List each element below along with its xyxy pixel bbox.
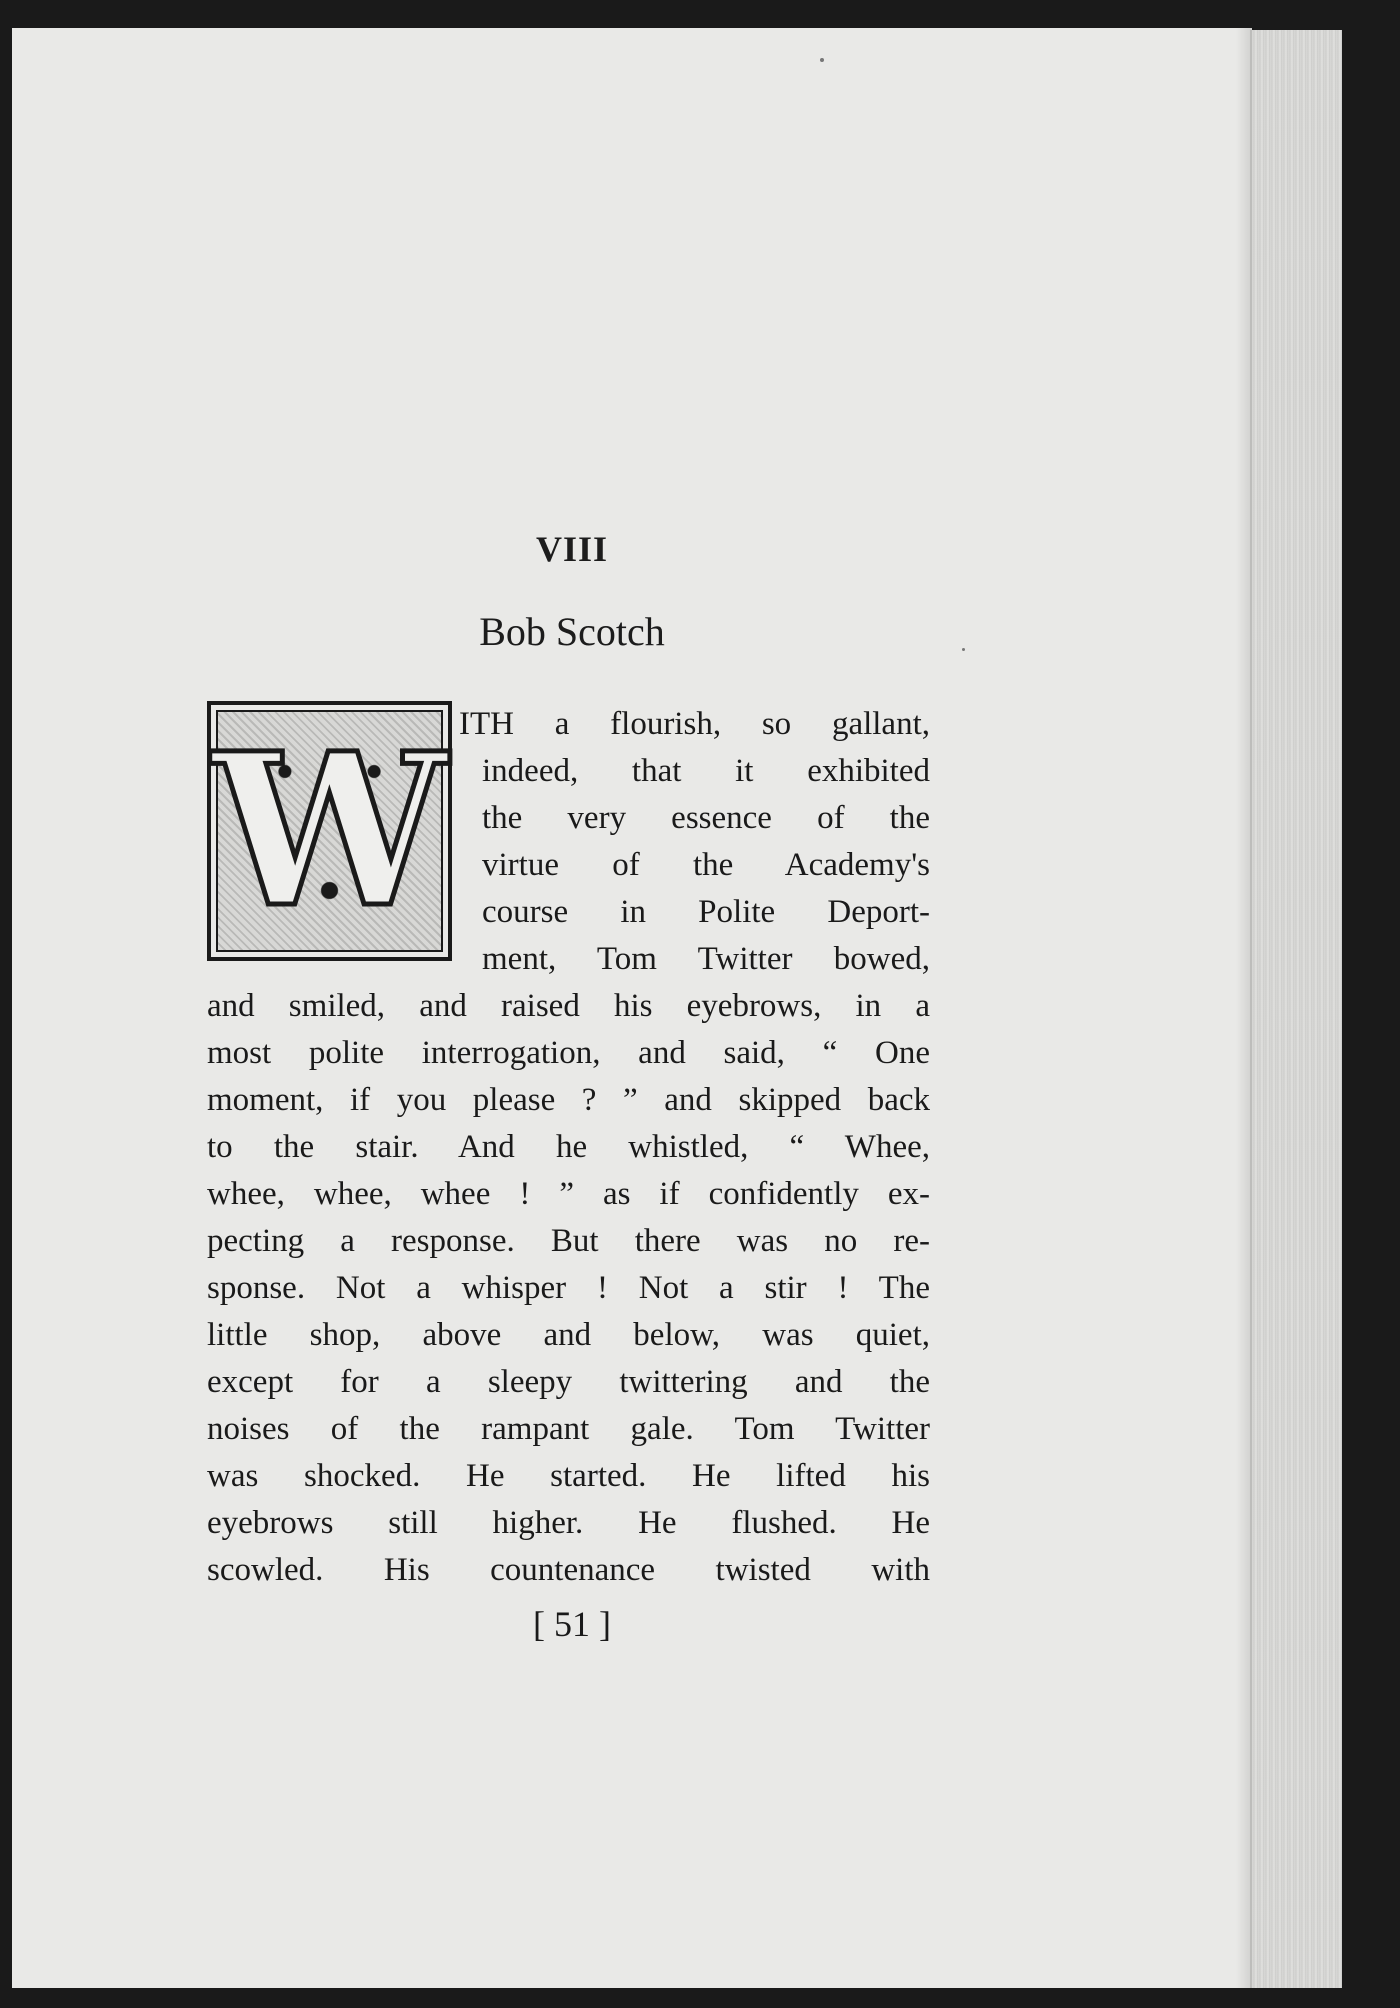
body-line: little shop, above and below, was quiet, xyxy=(207,1317,930,1353)
body-line: noises of the rampant gale. Tom Twitter xyxy=(207,1411,930,1447)
body-line: scowled. His countenance twisted with xyxy=(207,1552,930,1588)
body-line: was shocked. He started. He lifted his xyxy=(207,1458,930,1494)
drop-cap-letter: W xyxy=(211,707,448,954)
body-line: to the stair. And he whistled, “ Whee, xyxy=(207,1129,930,1165)
chapter-title: Bob Scotch xyxy=(479,609,665,654)
page-block-edges xyxy=(1250,30,1342,1988)
drop-cap-frame xyxy=(211,707,448,954)
body-line: ment, Tom Twitter bowed, xyxy=(482,941,930,977)
body-line: moment, if you please ? ” and skipped back xyxy=(207,1082,930,1118)
body-line: whee, whee, whee ! ” as if confidently ex- xyxy=(207,1176,930,1212)
body-line: except for a sleepy twittering and the xyxy=(207,1364,930,1400)
chapter-number: VIII xyxy=(535,529,609,569)
body-line: the very essence of the xyxy=(482,800,930,836)
body-line: pecting a response. But there was no re- xyxy=(207,1223,930,1259)
paper-speck xyxy=(962,648,965,651)
body-line: course in Polite Deport- xyxy=(482,894,930,930)
body-line: virtue of the Academy's xyxy=(482,847,930,883)
body-line: sponse. Not a whisper ! Not a stir ! The xyxy=(207,1270,930,1306)
body-line: indeed, that it exhibited xyxy=(482,753,930,789)
chapter-body xyxy=(207,701,930,1594)
book-page xyxy=(12,28,1252,1988)
body-line: ITH a flourish, so gallant, xyxy=(459,706,930,742)
paper-speck xyxy=(820,58,824,62)
body-line: and smiled, and raised his eyebrows, in a xyxy=(207,988,930,1024)
drop-cap-ornament xyxy=(207,701,452,961)
body-line: eyebrows still higher. He flushed. He xyxy=(207,1505,930,1541)
body-line: most polite interrogation, and said, “ One xyxy=(207,1035,930,1071)
page-number: [ 51 ] xyxy=(533,1604,611,1644)
